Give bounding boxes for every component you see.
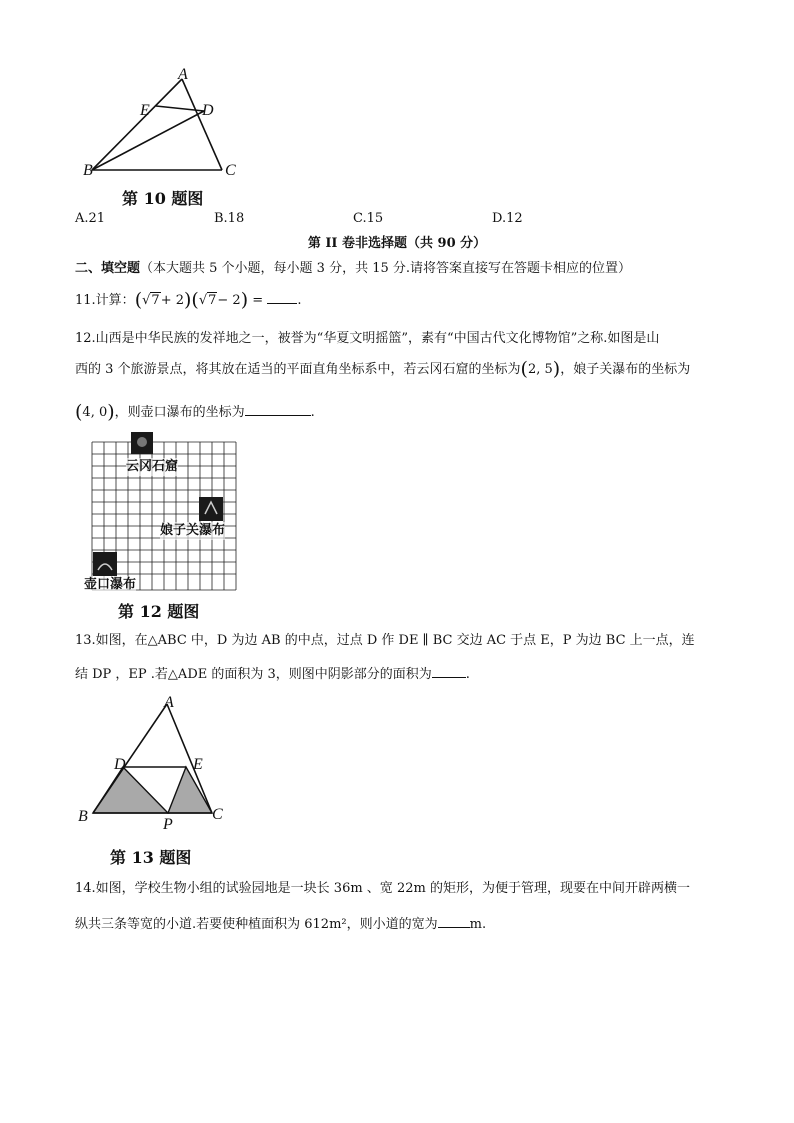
- q12-line2: [75, 360, 690, 379]
- q12-coord1-close: ): [552, 358, 561, 380]
- q13-line2a: 结 DP ，EP .若△ADE 的面积为 3，则图中阴影部分的面积为: [75, 667, 432, 682]
- q10-option-d: D.12: [492, 211, 523, 226]
- q13-label-e: E: [193, 756, 203, 773]
- q11-prefix: 11.计算：: [75, 293, 135, 308]
- q12-spot-yungang: 云冈石窟: [126, 459, 179, 474]
- q13-label-p: P: [163, 816, 173, 833]
- section-instructions: （本大题共 5 个小题，每小题 3 分，共 15 分.请将答案直接写在答题卡相应的位置）: [140, 261, 632, 276]
- part2-title: 第 II 卷非选择题（共 90 分）: [307, 236, 487, 251]
- section-heading: [75, 260, 631, 278]
- q11-op-a: + 2: [160, 293, 184, 308]
- q12-grid-figure: [78, 432, 248, 594]
- q13-end: .: [465, 667, 470, 682]
- q13-answer-blank[interactable]: [432, 664, 466, 678]
- q11-paren-close-b: ): [240, 289, 249, 311]
- q12-line2b: ，娘子关瀑布的坐标为: [560, 362, 691, 377]
- q12-line3-text: ，则壶口瀑布的坐标为: [114, 405, 245, 420]
- q10-caption: 第 10 题图: [122, 189, 204, 208]
- q13-label-a: A: [164, 694, 174, 711]
- q12-spot-hukou: 壶口瀑布: [84, 577, 137, 592]
- q14-end: m.: [469, 917, 487, 932]
- q11-paren-open-a: (: [134, 289, 143, 311]
- q12-coord1: 2, 5: [527, 362, 553, 377]
- q14-line2: [75, 914, 486, 934]
- q11-sqrt-a: √7: [142, 293, 160, 308]
- q11-answer-blank[interactable]: [267, 290, 297, 304]
- q11-end: .: [297, 293, 302, 308]
- q12-spot-niangziguan: 娘子关瀑布: [160, 523, 226, 538]
- q11-sqrt-b: √7: [198, 293, 217, 308]
- q12-end: .: [310, 405, 315, 420]
- q12-coord2-close: ): [107, 401, 115, 423]
- q13-line1: 13.如图，在△ABC 中，D 为边 AB 的中点，过点 D 作 DE ∥ BC 交边 AC 于点 E，P 为边 BC 上一点，连: [75, 633, 695, 648]
- q13-label-d: D: [114, 756, 126, 773]
- q13-label-b: B: [78, 808, 88, 825]
- q12-line2a: 西的 3 个旅游景点，将其放在适当的平面直角坐标系中，若云冈石窟的坐标为: [75, 362, 521, 377]
- q10-label-b: B: [83, 162, 93, 179]
- q14-line2a: 纵共三条等宽的小道.若要使种植面积为 612m²，则小道的宽为: [75, 917, 438, 932]
- q12-line1: 12.山西是中华民族的发祥地之一，被誉为“华夏文明摇篮”，素有“中国古代文化博物馆”之称.如图是山: [75, 331, 660, 346]
- q12-answer-blank[interactable]: [245, 402, 311, 416]
- q11-paren-close-a: ): [183, 289, 192, 311]
- q10-option-b: B.18: [214, 211, 245, 226]
- q11-paren-open-b: (: [191, 289, 199, 311]
- q13-line2: [75, 664, 470, 684]
- q10-label-d: D: [202, 102, 214, 119]
- q14-answer-blank[interactable]: [438, 914, 470, 928]
- q11-equals: =: [252, 293, 264, 308]
- q10-label-c: C: [225, 162, 236, 179]
- q10-option-c: C.15: [353, 211, 384, 226]
- q12-line3: [75, 402, 315, 422]
- q14-line1: 14.如图，学校生物小组的试验园地是一块长 36m 、宽 22m 的矩形，为便于管理，现要在中间开辟两横一: [75, 881, 690, 896]
- q12-coord2-open: (: [75, 401, 83, 423]
- q12-coord1-open: (: [520, 358, 528, 380]
- q11: [75, 290, 301, 310]
- q11-op-b: − 2: [217, 293, 241, 308]
- q10-label-a: A: [178, 66, 188, 83]
- q12-coord2: 4, 0: [82, 405, 108, 420]
- q13-label-c: C: [212, 806, 223, 823]
- q13-caption: 第 13 题图: [110, 848, 192, 867]
- q12-caption: 第 12 题图: [118, 602, 200, 621]
- q10-option-a: A.21: [75, 211, 106, 226]
- q10-label-e: E: [140, 102, 150, 119]
- section-title: 二、填空题: [75, 261, 141, 276]
